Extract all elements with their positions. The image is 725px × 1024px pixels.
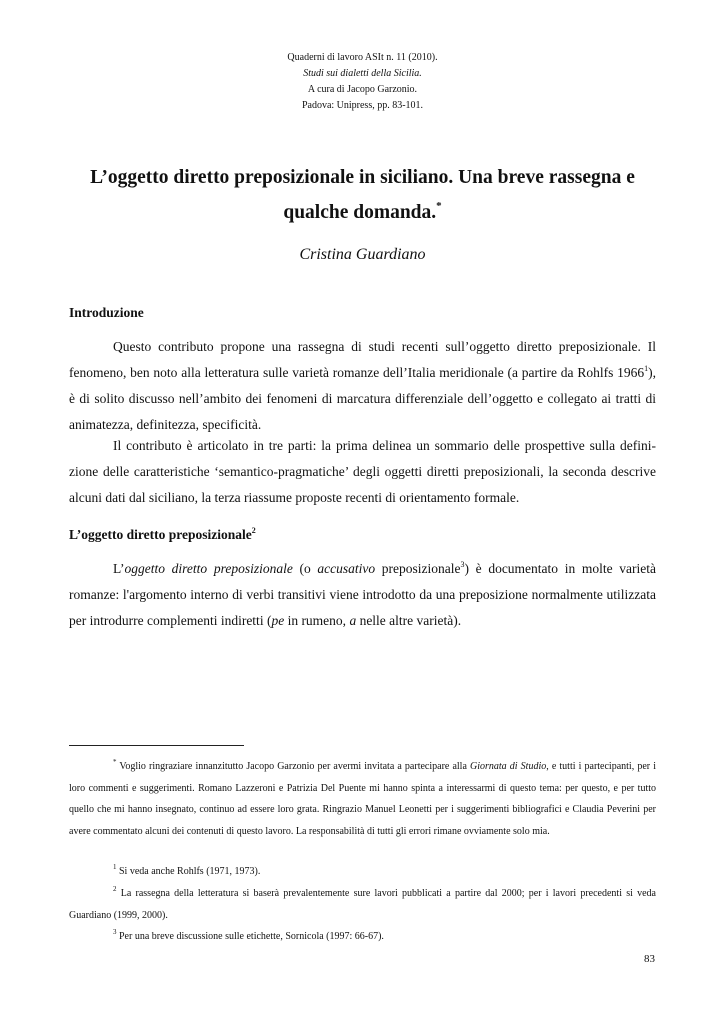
italic-term: pe (271, 613, 285, 628)
title-footnote-mark: * (436, 200, 442, 212)
author-name: Cristina Guardiano (299, 246, 426, 263)
footnote-text: , e tutti i partecipanti, per i loro commenti e suggerimenti. Romano Lazzeroni e Patrizia Del Puente mi hanno spinta a interessarmi di questo tema: per questo, e per tutto quello che mi hanno insegnato, continuo ad essere loro grata. Ringrazio Manuel Leonetti per i suggerimenti bibliografici e Claudia Peverini per avere commentato alcuni dei contenuti di questo lavoro. La responsabilità di tutti gli errori rimane ovviamente solo mia. (69, 761, 656, 837)
paragraph-oggetto-1 (69, 556, 656, 634)
paragraph-text: ) è documentato in molte varietà romanze: l'argomento interno di verbi transitivi viene introdotto da una preposizione normalmente utilizzata per introdurre complementi indiretti ( (69, 561, 656, 628)
header-publisher: Padova: Unipress, pp. 83-101. (301, 100, 424, 111)
paragraph-text: in rumeno, (284, 613, 350, 628)
footnote-text: Si veda anche Rohlfs (1971, 1973). (116, 866, 261, 877)
footnote-separator (69, 745, 244, 746)
footnote-ref-3: 3 (460, 560, 465, 569)
footnote-mark: 1 (113, 863, 117, 871)
page-number: 83 (644, 953, 655, 965)
paragraph-text: (o (292, 561, 318, 576)
footnote-2 (69, 883, 656, 926)
paragraph-text: Questo contributo propone una rassegna di studi recenti sull’oggetto diretto preposizionale. Il fenomeno, ben noto alla letteratura sulle varietà romanze dell’Italia meridionale (a partire da Rohlfs 1966 (69, 339, 656, 380)
footnote-1 (69, 861, 656, 883)
footnote-ref-1: 1 (644, 364, 649, 373)
paragraph-intro-2: Il contributo è articolato in tre parti: la prima delinea un sommario delle prospettive sulla definizione delle caratteristiche ‘semantico-pragmatiche’ degli oggetti diretti preposizionali, la seconda descrive alcuni dati dal siciliano, la terza riassume proposte recenti di orientamento formale. (69, 438, 656, 505)
italic-term: oggetto diretto preposizionale (124, 561, 293, 576)
paragraph-text: preposizionale (375, 561, 461, 576)
section-heading-introduction: Introduzione (69, 305, 144, 320)
italic-term: Giornata di Studio (470, 761, 547, 772)
footnote-star (69, 756, 656, 842)
paragraph-intro-1 (69, 334, 656, 438)
paper-title-text: L’oggetto diretto preposizionale in siciliano. Una breve rassegna e qualche domanda. (90, 167, 635, 223)
footnote-text: La rassegna della letteratura si baserà prevalentemente sure lavori pubblicati a partire dal 2000; per i lavori precedenti si veda Guardiano (1999, 2000). (69, 888, 656, 921)
section-heading-text: L’oggetto diretto preposizionale (69, 527, 252, 542)
footnote-text: Per una breve discussione sulle etichette, Sornicola (1997: 66-67). (116, 931, 384, 942)
footnote-mark: * (113, 758, 117, 766)
italic-term: accusativo (317, 561, 376, 576)
footnote-3 (69, 926, 656, 948)
paper-title (60, 160, 665, 230)
header-journal-line: Quaderni di lavoro ASIt n. 11 (2010). (287, 52, 438, 63)
paragraph-text: nelle altre varietà). (356, 613, 462, 628)
journal-header (0, 50, 725, 114)
paragraph-text: ), è di solito discusso nell’ambito dei fenomeni di marcatura differenziale dell’oggetto e collegato ai tratti di animatezza, definitezza, specificità. (69, 365, 656, 432)
section-heading-oggetto-diretto (69, 527, 256, 543)
footnote-text: Voglio ringraziare innanzitutto Jacopo Garzonio per avermi invitata a partecipare alla (116, 761, 470, 772)
italic-term: a (349, 613, 357, 628)
header-volume-title: Studi sui dialetti della Sicilia. (303, 68, 422, 79)
footnote-mark: 3 (113, 928, 117, 936)
footnote-mark: 2 (113, 885, 117, 893)
paragraph-text: L’ (113, 561, 125, 576)
header-editor: A cura di Jacopo Garzonio. (307, 84, 418, 95)
footnote-ref-2: 2 (251, 526, 256, 535)
